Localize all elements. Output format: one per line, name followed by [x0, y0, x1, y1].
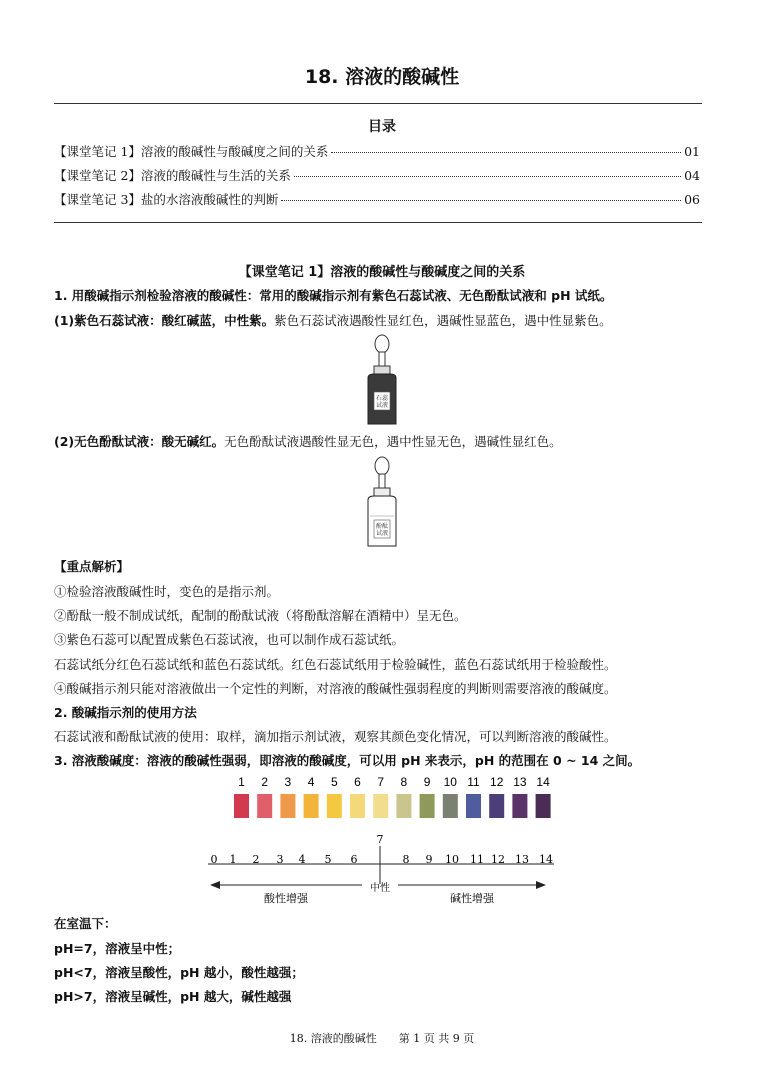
bottle-label-line: 石蕊	[375, 395, 389, 402]
section-title: 【课堂笔记 1】溶液的酸碱性与酸碱度之间的关系	[238, 265, 526, 280]
base-label: 碱性增强	[450, 892, 494, 905]
toc-item[interactable]	[54, 190, 700, 210]
ph-number-label: 3	[284, 775, 292, 789]
ph-color-swatch	[373, 794, 388, 818]
litmus-rule: (1)紫色石蕊试液：酸红碱蓝，中性紫。	[54, 313, 275, 328]
ph-number-label: 7	[377, 775, 385, 789]
acid-arrow-head	[210, 881, 220, 889]
heading-ph: 3. 溶液酸碱度：溶液的酸碱性强弱，即溶液的酸碱度，可以用 pH 来表示，pH 的范围在 0 ~ 14 之间。	[54, 753, 641, 768]
ph-color-swatch	[234, 794, 249, 818]
ph-number-label: 6	[354, 775, 361, 789]
acid-label: 酸性增强	[264, 892, 308, 905]
ph-number-label: 10	[443, 775, 457, 789]
toc-item-page: 01	[684, 144, 700, 159]
ph-color-swatch	[536, 794, 551, 818]
ph-number-label: 9	[423, 775, 431, 789]
key-points-heading: 【重点解析】	[54, 559, 130, 574]
heading-indicator-usage: 2. 酸碱指示剂的使用方法	[54, 705, 197, 720]
ph-color-swatch	[443, 794, 458, 818]
scale-tick-label: 12	[491, 853, 505, 866]
ph-color-swatch	[280, 794, 295, 818]
toc-leader-dots	[294, 176, 681, 177]
toc-item-label: 【课堂笔记 2】溶液的酸碱性与生活的关系	[54, 168, 291, 183]
paragraph-indicators: 1. 用酸碱指示剂检验溶液的酸碱性：常用的酸碱指示剂有紫色石蕊试液、无色酚酞试液和 pH 试纸。	[54, 288, 613, 303]
scale-tick-label: 8	[402, 853, 410, 866]
ph-number-label: 4	[307, 775, 315, 789]
key-point: ①检验溶液酸碱性时，变色的是指示剂。	[54, 584, 280, 599]
ph-color-swatch	[489, 794, 504, 818]
toc-item[interactable]	[54, 142, 700, 162]
ph-number-label: 1	[238, 775, 245, 789]
divider	[54, 103, 702, 104]
ph-scale-diagram	[200, 828, 560, 910]
document-title: 18. 溶液的酸碱性	[304, 66, 460, 88]
paragraph-usage: 石蕊试液和酚酞试液的使用：取样，滴加指示剂试液，观察其颜色变化情况，可以判断溶液的酸碱性。	[54, 729, 617, 744]
room-temp-label: 在室温下：	[54, 916, 117, 931]
ph-color-swatch	[512, 794, 527, 818]
ph-color-swatch	[327, 794, 342, 818]
key-point: ②酚酞一般不制成试纸，配制的酚酞试液（将酚酞溶解在酒精中）呈无色。	[54, 608, 467, 623]
ph-number-label: 12	[490, 775, 504, 789]
scale-tick-label: 1	[229, 853, 237, 866]
ph-color-swatch	[257, 794, 272, 818]
ph-number-label: 8	[400, 775, 408, 789]
scale-tick-label: 3	[276, 853, 284, 866]
ph-color-swatch	[420, 794, 435, 818]
ph-number-label: 14	[536, 775, 550, 789]
ph-rule: pH=7，溶液呈中性；	[54, 941, 181, 956]
bottle-label-line: 酚酞	[375, 523, 389, 530]
scale-tick-label: 2	[252, 853, 260, 866]
bottle-label-line: 试液	[375, 530, 389, 537]
toc-item[interactable]	[54, 166, 700, 186]
page-footer: 18. 溶液的酸碱性 第 1 页 共 9 页	[289, 1032, 475, 1045]
scale-tick-label: 4	[298, 853, 306, 866]
key-point: ④酸碱指示剂只能对溶液做出一个定性的判断，对溶液的酸碱性强弱程度的判断则需要溶液的酸碱度。	[54, 681, 617, 696]
ph-color-swatch	[396, 794, 411, 818]
ph-rule: pH<7，溶液呈酸性，pH 越小，酸性越强；	[54, 965, 304, 980]
paragraph-phenolphthalein	[54, 432, 562, 450]
toc-item-page: 06	[684, 192, 700, 207]
toc-item-label: 【课堂笔记 1】溶液的酸碱性与酸碱度之间的关系	[54, 144, 329, 159]
key-point: ③紫色石蕊可以配置成紫色石蕊试液，也可以制作成石蕊试纸。	[54, 632, 405, 647]
toc-heading: 目录	[368, 119, 396, 135]
phenolphthalein-rule: (2)无色酚酞试液：酸无碱红。	[54, 434, 225, 449]
phenolphthalein-desc: 无色酚酞试液遇酸性显无色，遇中性显无色，遇碱性显红色。	[224, 434, 562, 449]
divider	[54, 222, 702, 223]
scale-tick-label: 14	[539, 853, 553, 866]
ph-color-swatch	[304, 794, 319, 818]
toc-item-page: 04	[684, 168, 700, 183]
toc-item-label: 【课堂笔记 3】盐的水溶液酸碱性的判断	[54, 192, 279, 207]
scale-tick-label: 11	[470, 853, 484, 866]
scale-tick-label: 6	[350, 853, 358, 866]
ph-number-label: 11	[467, 775, 480, 789]
ph-number-label: 5	[330, 775, 338, 789]
paragraph-litmus	[54, 311, 612, 329]
neutral-label: 中性	[370, 883, 390, 894]
ph-number-label: 2	[261, 775, 269, 789]
litmus-desc: 紫色石蕊试液遇酸性显红色，遇碱性显蓝色，遇中性显紫色。	[274, 313, 612, 328]
ph-color-swatch	[466, 794, 481, 818]
ph-number-label: 13	[513, 775, 527, 789]
scale-tick-label: 13	[515, 853, 529, 866]
litmus-bottle-image	[360, 334, 404, 428]
toc-leader-dots	[281, 200, 681, 201]
scale-tick-label: 5	[324, 853, 332, 866]
scale-center-label: 7	[376, 833, 384, 846]
scale-tick-label: 0	[210, 853, 218, 866]
ph-color-chart	[220, 770, 560, 822]
scale-tick-label: 10	[445, 853, 459, 866]
ph-color-swatch	[350, 794, 365, 818]
base-arrow-head	[536, 881, 546, 889]
toc-leader-dots	[331, 152, 681, 153]
key-point: 石蕊试纸分红色石蕊试纸和蓝色石蕊试纸。红色石蕊试纸用于检验碱性，蓝色石蕊试纸用于检验酸性。	[54, 657, 617, 672]
phenolphthalein-bottle-image	[360, 456, 404, 550]
bottle-label-line: 试液	[375, 402, 389, 409]
ph-rule: pH>7，溶液呈碱性，pH 越大，碱性越强	[54, 989, 292, 1004]
scale-tick-label: 9	[425, 853, 433, 866]
